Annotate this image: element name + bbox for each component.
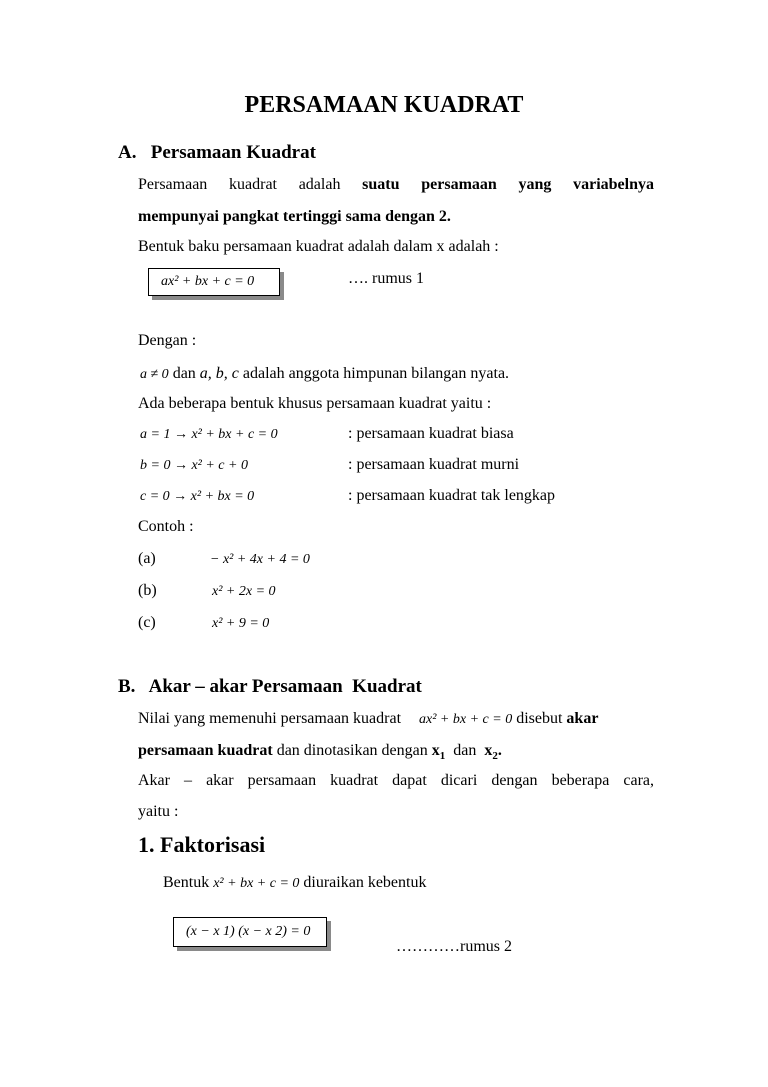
section-a-heading: A. Persamaan Kuadrat	[118, 142, 316, 163]
notation-text: dan dinotasikan dengan	[276, 742, 428, 759]
formula-box-1	[148, 268, 280, 296]
formula-box-2	[173, 917, 327, 947]
rumus-1-label: …. rumus 1	[348, 270, 424, 287]
special-eq-2: b = 0 → x² + c + 0	[140, 458, 248, 473]
x2-symbol: x	[484, 742, 493, 759]
bentuk-math: x² + bx + c = 0	[213, 876, 300, 891]
condition-vars: a, b, c	[199, 365, 239, 382]
notation-bold: persamaan kuadrat	[138, 742, 273, 759]
example-label-b: (b)	[138, 582, 157, 599]
example-eq-a: − x² + 4x + 4 = 0	[210, 552, 310, 567]
condition-math: a ≠ 0	[140, 367, 169, 382]
section-b-heading: B. Akar – akar Persamaan Kuadrat	[118, 676, 422, 697]
definition-bold-1: suatu persamaan yang variabelnya	[362, 176, 654, 193]
example-label-a: (a)	[138, 550, 156, 567]
special-eq-1: a = 1 → x² + bx + c = 0	[140, 427, 278, 442]
example-eq-c: x² + 9 = 0	[212, 616, 270, 631]
x1-subscript: 1	[439, 750, 446, 763]
notation-dan: dan	[453, 742, 477, 759]
definition-line-2	[138, 208, 451, 226]
example-label-c: (c)	[138, 614, 156, 631]
formula-2: (x − x 1) (x − x 2) = 0	[173, 917, 327, 947]
nilai-bold: akar	[566, 710, 599, 727]
special-desc-3: : persamaan kuadrat tak lengkap	[348, 487, 556, 504]
page-title: PERSAMAAN KUADRAT	[244, 92, 524, 118]
bentuk-post: diuraikan kebentuk	[303, 874, 427, 891]
contoh-label: Contoh :	[138, 518, 194, 535]
nilai-math: ax² + bx + c = 0	[419, 712, 513, 727]
definition-prefix: Persamaan kuadrat adalah	[138, 176, 341, 193]
nilai-line	[138, 710, 654, 728]
dengan-label: Dengan :	[138, 332, 197, 349]
x2-subscript: 2	[492, 750, 498, 763]
rumus-2-label: …………rumus 2	[396, 938, 512, 955]
akar-line-1: Akar – akar persamaan kuadrat dapat dicari dengan beberapa cara,	[138, 772, 654, 789]
definition-line-1	[138, 176, 654, 194]
bentuk-line	[163, 874, 426, 892]
x1-symbol: x	[431, 742, 440, 759]
standard-form-text: Bentuk baku persamaan kuadrat adalah dalam x adalah :	[138, 238, 499, 255]
special-desc-1: : persamaan kuadrat biasa	[348, 425, 514, 442]
condition-text: adalah anggota himpunan bilangan nyata.	[242, 365, 510, 382]
special-eq-3: c = 0 → x² + bx = 0	[140, 489, 255, 504]
example-eq-b: x² + 2x = 0	[212, 584, 276, 599]
bentuk-prefix: Bentuk	[163, 874, 210, 891]
faktorisasi-heading: 1. Faktorisasi	[138, 832, 266, 857]
notation-line: persamaan kuadrat dan dinotasikan dengan $x_1$ dan $x_2$.	[138, 742, 502, 763]
special-desc-2: : persamaan kuadrat murni	[348, 456, 520, 473]
nilai-post: disebut	[516, 710, 563, 727]
condition-dan: dan	[172, 365, 196, 382]
condition-line	[140, 365, 509, 383]
definition-bold-2: mempunyai pangkat tertinggi sama dengan 2.	[138, 208, 451, 225]
akar-line-2: yaitu :	[138, 803, 179, 820]
formula-1: ax² + bx + c = 0	[148, 268, 280, 296]
nilai-prefix: Nilai yang memenuhi persamaan kuadrat	[138, 710, 402, 727]
special-forms-intro: Ada beberapa bentuk khusus persamaan kuadrat yaitu :	[138, 395, 492, 412]
